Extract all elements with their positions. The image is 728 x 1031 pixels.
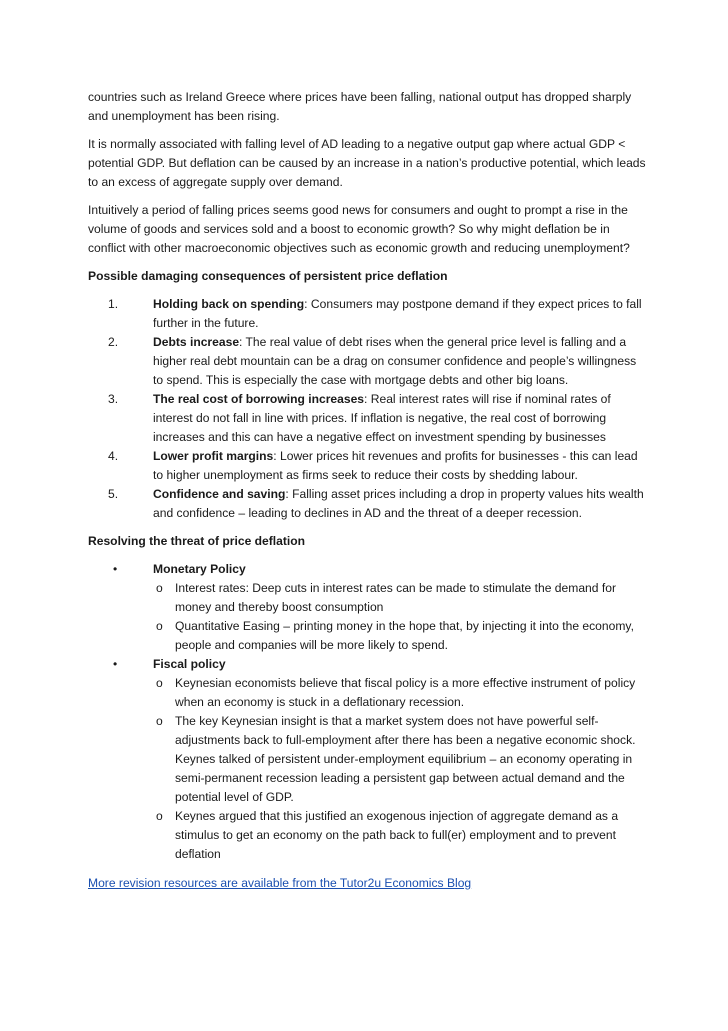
list-number: 2. [108,335,119,349]
list-item-monetary-policy [88,560,648,655]
bullet-icon: • [113,562,118,576]
circle-bullet-icon: o [156,714,163,728]
paragraph-intro-1: countries such as Ireland Greece where prices have been falling, national output has dropped sharply and unemployment has been rising. [88,90,632,123]
circle-bullet-icon: o [156,676,163,690]
list-item [88,485,648,523]
group-title: Monetary Policy [153,562,246,576]
item-text: : Lower prices hit revenues and profits for businesses - this can lead to higher unemployment as firms seek to reduce their costs by shedding labour. [153,449,638,482]
document-page [88,88,648,893]
term: The real cost of borrowing increases [153,392,365,406]
list-number: 3. [108,392,119,406]
list-number: 5. [108,487,119,501]
sub-list-item [153,617,648,655]
circle-bullet-icon: o [156,581,163,595]
item-text: : Consumers may postpone demand if they expect prices to fall further in the future. [153,297,642,330]
sub-list-item [153,807,648,864]
sub-item-text: Keynesian economists believe that fiscal policy is a more effective instrument of policy when an economy is stuck in a deflationary recession. [175,676,636,709]
bullet-icon: • [113,657,118,671]
item-text: : Real interest rates will rise if nominal rates of interest do not fall in line with prices. If inflation is negative, the real cost of borrowing increases and this can have a negative effect on investment spending by businesses [153,392,611,444]
term: Holding back on spending [153,297,305,311]
term: Debts increase [153,335,240,349]
list-item [88,390,648,447]
sub-list-item [153,579,648,617]
term: Confidence and saving [153,487,286,501]
list-item [88,447,648,485]
paragraph-intro-3: Intuitively a period of falling prices seems good news for consumers and ought to prompt a rise in the volume of goods and services sold and a boost to economic growth? So why might deflation be in conflict with other macroeconomic objectives such as economic growth and reducing unemployment? [88,203,630,255]
group-title: Fiscal policy [153,657,226,671]
sub-item-text: Interest rates: Deep cuts in interest rates can be made to stimulate the demand for money and thereby boost consumption [175,581,616,614]
resolving-list [88,560,648,864]
list-number: 1. [108,297,119,311]
list-number: 4. [108,449,119,463]
list-item-fiscal-policy [88,655,648,864]
sub-item-text: The key Keynesian insight is that a market system does not have powerful self-adjustments back to full-employment after there has been a negative economic shock. Keynes talked of persistent under-employment equilibrium – an economy operating in semi-permanent recession leading a persistent gap between actual demand and the potential level of GDP. [175,714,636,804]
sub-list-item [153,674,648,712]
sub-item-text: Keynes argued that this justified an exogenous injection of aggregate demand as a stimulus to get an economy on the path back to full(er) employment and to prevent deflation [175,809,619,861]
term: Lower profit margins [153,449,274,463]
heading-consequences: Possible damaging consequences of persistent price deflation [88,269,448,283]
item-text: : The real value of debt rises when the general price level is falling and a higher real debt mountain can be a drag on consumer confidence and people’s willingness to spend. This is especially the case with mortgage debts and other big loans. [153,335,637,387]
list-item [88,333,648,390]
heading-resolving: Resolving the threat of price deflation [88,534,306,548]
sub-list-item [153,712,648,807]
circle-bullet-icon: o [156,619,163,633]
consequences-list [88,295,648,523]
list-item [88,295,648,333]
sub-list [153,579,648,655]
sub-item-text: Quantitative Easing – printing money in the hope that, by injecting it into the economy, people and companies will be more likely to spend. [175,619,634,652]
sub-list [153,674,648,864]
paragraph-intro-2: It is normally associated with falling level of AD leading to a negative output gap where actual GDP < potential GDP. But deflation can be caused by an increase in a nation’s productive potential, which leads to an excess of aggregate supply over demand. [88,137,646,189]
revision-resources-link[interactable]: More revision resources are available from the Tutor2u Economics Blog [88,876,472,890]
item-text: : Falling asset prices including a drop in property values hits wealth and confidence – leading to declines in AD and the threat of a deeper recession. [153,487,644,520]
circle-bullet-icon: o [156,809,163,823]
